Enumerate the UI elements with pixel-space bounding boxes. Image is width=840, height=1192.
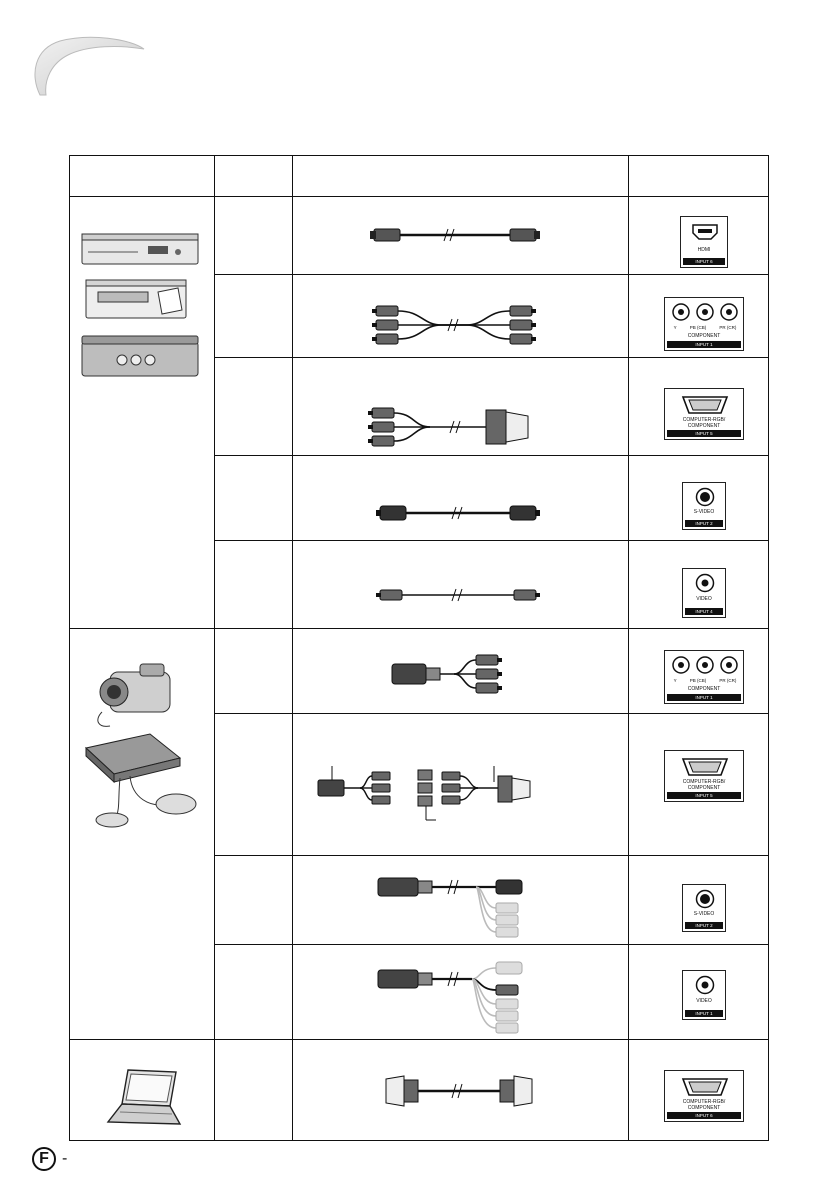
video-cable-icon [376,585,540,605]
column-divider [214,156,215,1140]
hdmi-socket-icon [691,223,719,241]
port-label: COMPONENT [687,333,721,339]
row-divider [214,455,768,456]
port-label: COMPONENT [687,423,721,429]
port-input-label: INPUT 5 [667,792,741,799]
chapter-badge [30,35,148,99]
port-input-label: INPUT 2 [685,922,723,929]
port-label: PB (CB) [689,678,707,683]
header-divider [70,196,768,197]
component-labels [667,325,743,330]
row-divider [214,357,768,358]
video-port [682,970,726,1020]
row-divider [214,855,768,856]
d-sub-socket-icon [681,394,729,416]
group-divider [70,1039,768,1040]
port-label: COMPUTER-RGB/ [682,779,726,785]
column-divider [628,156,629,1140]
laptop-icon [104,1066,184,1132]
port-label: Y [673,678,677,683]
rca-sockets-icon [669,655,741,675]
rca-socket-icon [695,573,715,593]
row-divider [214,274,768,275]
port-label: PR (CR) [719,678,737,683]
s-video-cable-icon [376,502,540,524]
port-label: S-VIDEO [693,911,715,917]
av-component-rgb-cable-icon [314,762,536,824]
hdmi-port [680,216,728,268]
port-input-label: INPUT 1 [685,1010,723,1017]
av-s-video-cable-icon [376,872,546,940]
port-input-label: INPUT 4 [685,608,723,615]
port-label: COMPONENT [687,686,721,692]
page-number-dash: - [62,1150,68,1167]
camcorder-game-console-icon [80,658,205,828]
d-sub-socket-icon [681,756,729,778]
rca-socket-icon [695,975,715,995]
port-input-label: INPUT 1 [667,694,741,701]
d-sub-socket-icon [681,1076,729,1098]
rgb-cable-icon [384,1074,534,1108]
computer-rgb-port [664,1070,744,1122]
port-label: VIDEO [696,998,712,1004]
row-divider [214,944,768,945]
computer-rgb-port [664,750,744,802]
port-input-label: INPUT 6 [667,1112,741,1119]
component-port [664,297,744,351]
component-cable-icon [372,300,536,352]
port-label: S-VIDEO [693,509,715,515]
port-label: PB (CB) [689,325,707,330]
av-component-cable-icon [390,652,518,698]
s-video-port [682,482,726,530]
group-divider [70,628,768,629]
port-input-label: INPUT 1 [667,341,741,348]
port-label: COMPONENT [687,1105,721,1111]
rca-sockets-icon [669,302,741,322]
port-input-label: INPUT 2 [685,520,723,527]
port-label: Y [673,325,677,330]
page-footer [32,1146,67,1172]
component-port [664,650,744,704]
row-divider [214,540,768,541]
hdmi-cable-icon [370,224,540,246]
port-label: COMPUTER-RGB/ [682,1099,726,1105]
port-label: VIDEO [696,596,712,602]
port-label: COMPUTER-RGB/ [682,417,726,423]
port-label: HDMI [697,247,711,253]
port-input-label: INPUT 6 [683,258,725,265]
av-video-cable-icon [376,960,546,1036]
dvd-player-icon [78,230,202,380]
port-label: COMPONENT [687,785,721,791]
language-marker: F [32,1147,56,1171]
s-video-socket-icon [695,487,715,507]
column-divider [292,156,293,1140]
component-labels [667,678,743,683]
video-port [682,568,726,618]
component-rgb-cable-icon [368,402,536,452]
port-input-label: INPUT 5 [667,430,741,437]
port-label: PR (CR) [719,325,737,330]
s-video-port [682,884,726,932]
computer-rgb-port [664,388,744,440]
s-video-socket-icon [695,889,715,909]
row-divider [214,713,768,714]
